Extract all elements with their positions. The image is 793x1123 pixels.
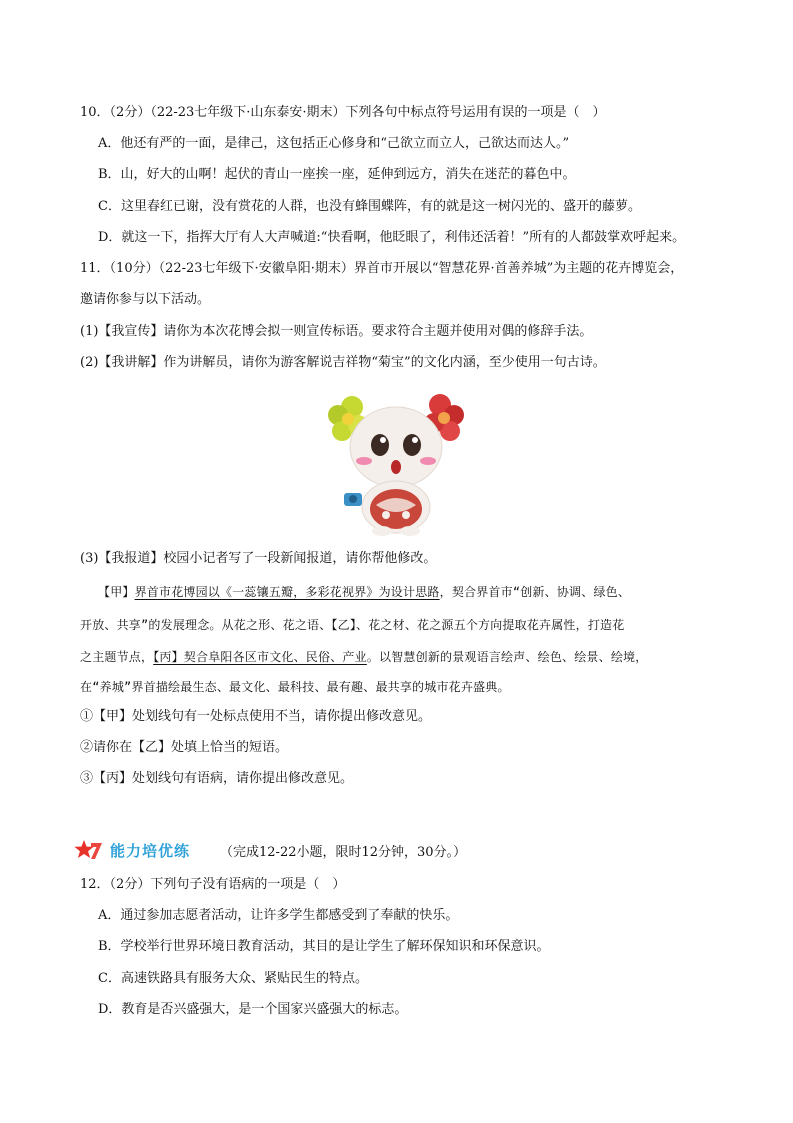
question-11-stem: 11．（10分）（22-23七年级下·安徽阜阳·期末）界首市开展以“智慧花界·首善养城”为主题的花卉博览会， [80,261,684,276]
question-10-option-b: B．山，好大的山啊！起伏的青山一座挨一座，延伸到远方，消失在迷茫的暮色中。 [98,167,576,182]
report-line-2: 开放、共享”的发展理念。从花之形、花之语、【乙】、花之材、花之源五个方向提取花卉属性，打造花 [80,618,625,632]
star-seven-icon [74,839,104,861]
report-underlined-bing: 【丙】契合阜阳各区市文化、民俗、产业 [153,650,367,664]
question-11-sub-3: ③【丙】处划线句有语病，请你提出修改意见。 [80,771,354,786]
report-marker-jia: 【甲】 [98,585,135,599]
question-10-option-a: A．他还有严的一面，是律己，这包括正心修身和“己欲立而立人，己欲达而达人。” [98,136,570,151]
question-12-option-a: A．通过参加志愿者活动，让许多学生都感受到了奉献的快乐。 [98,908,459,923]
question-11-sub-1: ①【甲】处划线句有一处标点使用不当，请你提出修改意见。 [80,709,432,724]
report-line-3 [80,648,647,666]
question-11-stem-cont: 邀请你参与以下活动。 [80,292,211,307]
report-text: 之主题节点， [80,650,154,664]
question-10-option-c: C．这里春红已谢，没有赏花的人群，也没有蜂围蝶阵，有的就是这一树闪光的、盛开的藤萝。 [98,199,641,214]
report-text: 。以智慧创新的景观语言绘声、绘色、绘景、绘境， [366,650,648,664]
question-11-task-2: (2)【我讲解】作为讲解员，请你为游客解说吉祥物“菊宝”的文化内涵，至少使用一句古诗。 [80,355,606,370]
report-underlined-jia: 界首市花博园以《一蕊镶五瓣，多彩花视界》为设计思路 [134,585,440,599]
mascot-juba-image [324,385,468,537]
question-12-option-c: C．高速铁路具有服务大众、紧贴民生的特点。 [98,971,368,986]
section-title: 能力培优练 [110,841,191,860]
question-10-option-d: D．就这一下，指挥大厅有人大声喊道:“快看啊，他眨眼了，利伟还活着！”所有的人都鼓掌欢呼起来。 [98,230,686,245]
question-11-sub-2: ②请你在【乙】处填上恰当的短语。 [80,740,289,755]
report-line-4: 在“养城”界首描绘最生态、最文化、最科技、最有趣、最共享的城市花卉盛典。 [80,680,510,694]
section-note: （完成12-22小题，限时12分钟，30分。） [220,844,467,860]
section-header [74,838,466,862]
report-line-1 [98,583,630,601]
question-10-stem: 10．（2分）（22-23七年级下·山东泰安·期末）下列各句中标点符号运用有误的一项是（ ） [80,105,606,120]
report-text: ，契合界首市“创新、协调、绿色、 [439,585,631,599]
question-12-stem: 12．（2分）下列句子没有语病的一项是（ ） [80,877,346,892]
question-12-option-b: B．学校举行世界环境日教育活动，其目的是让学生了解环保知识和环保意识。 [98,939,550,954]
question-11-task-3: (3)【我报道】校园小记者写了一段新闻报道，请你帮他修改。 [80,551,437,566]
question-12-option-d: D．教育是否兴盛强大，是一个国家兴盛强大的标志。 [98,1002,408,1017]
question-11-task-1: (1)【我宣传】请你为本次花博会拟一则宣传标语。要求符合主题并使用对偶的修辞手法。 [80,324,593,339]
